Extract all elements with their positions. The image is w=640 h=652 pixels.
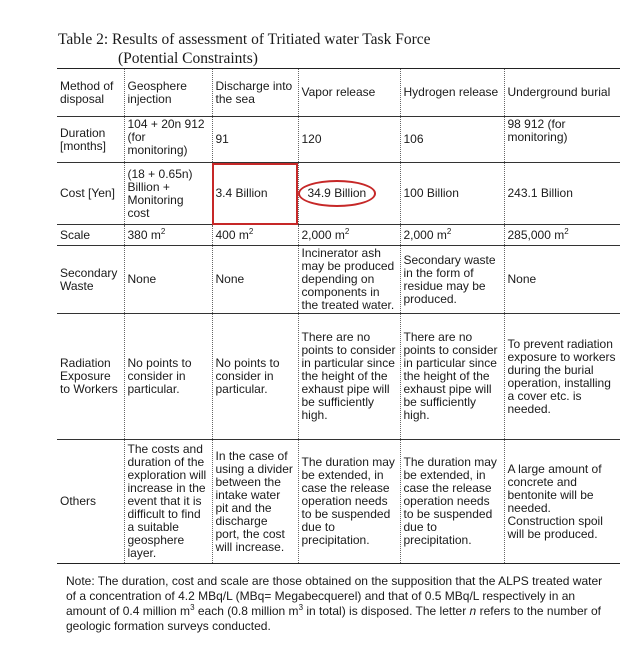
table-cell: Incinerator ash may be produced depending on components in the treated water. bbox=[298, 246, 400, 314]
title-line-1: Table 2: Results of assessment of Tritiated water Task Force bbox=[58, 31, 431, 48]
table-cell: No points to consider in particular. bbox=[212, 314, 298, 440]
row-label: Radiation Exposure to Workers bbox=[57, 314, 124, 440]
table-cell: 100 Billion bbox=[400, 163, 504, 225]
header-vapor: Vapor release bbox=[298, 69, 400, 117]
table-cell: 2,000 $m^2$ bbox=[400, 225, 504, 246]
header-underground: Underground burial bbox=[504, 69, 620, 117]
row-duration bbox=[57, 117, 620, 163]
table-cell: 104 + 20n 912 (for monitoring) bbox=[124, 117, 212, 163]
row-cost bbox=[57, 163, 620, 225]
table-cell: No points to consider in particular. bbox=[124, 314, 212, 440]
table-cell: There are no points to consider in particular since the height of the exhaust pipe will be sufficiently high. bbox=[400, 314, 504, 440]
row-label: Cost [Yen] bbox=[57, 163, 124, 225]
table-cell: The duration may be extended, in case the release operation needs to be suspended due to precipitation. bbox=[400, 440, 504, 564]
table-cell: None bbox=[212, 246, 298, 314]
table-cell: 243.1 Billion bbox=[504, 163, 620, 225]
footnote: Note: The duration, cost and scale are those obtained on the supposition that the ALPS treated water of a concentration of 4.2 MBq/L (MBq= Megabecquerel) and that of 0.5 MBq/L respectively in an amount of 0.4 million $m^3$ each (0.8 million $m^3$ in total) is disposed. The letter n refers to the number of geologic formation surveys conducted. bbox=[66, 574, 603, 633]
header-hydrogen: Hydrogen release bbox=[400, 69, 504, 117]
table-cell: 400 $m^2$ bbox=[212, 225, 298, 246]
table-cell: The costs and duration of the exploration will increase in the event that it is difficult to find a suitable geosphere layer. bbox=[124, 440, 212, 564]
row-label: Others bbox=[57, 440, 124, 564]
table-cell: The duration may be extended, in case the release operation needs to be suspended due to precipitation. bbox=[298, 440, 400, 564]
row-scale bbox=[57, 225, 620, 246]
row-others bbox=[57, 440, 620, 564]
table-title bbox=[58, 30, 431, 68]
table-cell bbox=[298, 163, 400, 225]
table-cell: None bbox=[504, 246, 620, 314]
table-cell: (18 + 0.65n) Billion + Monitoring cost bbox=[124, 163, 212, 225]
header-discharge: Discharge into the sea bbox=[212, 69, 298, 117]
header-row bbox=[57, 69, 620, 117]
table-cell: To prevent radiation exposure to workers during the burial operation, installing a cover etc. is needed. bbox=[504, 314, 620, 440]
table-cell: 120 bbox=[298, 117, 400, 163]
table-cell: In the case of using a divider between the intake water pit and the discharge port, the cost will increase. bbox=[212, 440, 298, 564]
title-line-2: (Potential Constraints) bbox=[118, 50, 258, 67]
table-cell: 106 bbox=[400, 117, 504, 163]
row-label: Scale bbox=[57, 225, 124, 246]
header-method: Method of disposal bbox=[57, 69, 124, 117]
table-cell: 285,000 $m^2$ bbox=[504, 225, 620, 246]
table-cell: A large amount of concrete and bentonite will be needed. Construction spoil will be produced. bbox=[504, 440, 620, 564]
table-cell: None bbox=[124, 246, 212, 314]
row-label: Secondary Waste bbox=[57, 246, 124, 314]
header-geosphere: Geosphere injection bbox=[124, 69, 212, 117]
row-radiation-exposure bbox=[57, 314, 620, 440]
table-cell: 91 bbox=[212, 117, 298, 163]
table-cell: There are no points to consider in particular since the height of the exhaust pipe will be sufficiently high. bbox=[298, 314, 400, 440]
highlighted-oval: 34.9 Billion bbox=[298, 180, 377, 207]
table-cell: 2,000 $m^2$ bbox=[298, 225, 400, 246]
row-secondary-waste bbox=[57, 246, 620, 314]
assessment-table bbox=[57, 68, 620, 564]
table-cell: 98 912 (for monitoring) bbox=[504, 117, 620, 163]
row-label: Duration [months] bbox=[57, 117, 124, 163]
table-cell: Secondary waste in the form of residue may be produced. bbox=[400, 246, 504, 314]
table-cell: 380 $m^2$ bbox=[124, 225, 212, 246]
highlighted-cell-box: 3.4 Billion bbox=[212, 163, 298, 225]
